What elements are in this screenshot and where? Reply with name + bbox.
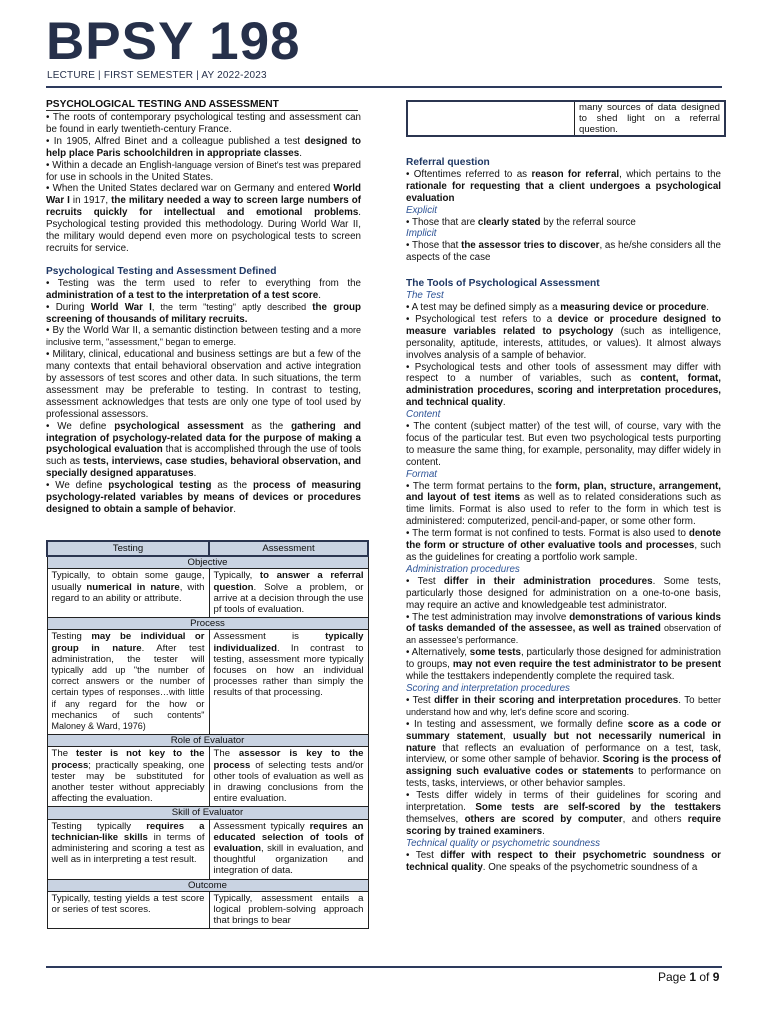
bold-text: score as a code or summary statement — [406, 718, 722, 742]
bullet — [46, 480, 361, 516]
cell-text: in terms of administering and scoring a test as well as in interpreting a test result. — [51, 831, 205, 866]
bold-text: World War I — [46, 183, 361, 207]
bold-text: Some tests are self-scored by the testtakers — [475, 802, 721, 814]
bullet — [46, 421, 361, 481]
bullet-text: to performance on tests, tasks, interviews, or other behavior samples. — [406, 766, 722, 790]
bullet-text: . To — [678, 694, 698, 706]
right-column — [406, 100, 721, 873]
bullet-text: When the United States declared war on Germany and entered — [52, 183, 334, 195]
cell-text: Assessment typically — [213, 820, 310, 832]
bullet-text: . — [233, 504, 236, 515]
bullet-text: language version of Binet's test was — [174, 159, 319, 170]
cell-text: regard for the how or mechanics — [51, 698, 205, 721]
bold-text: requires an educated selection of tools of evaluation — [213, 820, 364, 854]
bullet-text: . One speaks of the psychometric soundness of a — [482, 861, 698, 873]
bold-text: usually but not necessarily numerical in nature — [406, 730, 721, 754]
bold-text: Scoring is the process of assigning such evaluative codes or statements — [406, 754, 722, 778]
bullet-text: Those that — [412, 240, 462, 252]
bullet — [406, 314, 721, 362]
bullet-text: Within a decade an English- — [52, 159, 175, 171]
bullet-text: We define — [57, 420, 115, 432]
bullet — [406, 850, 721, 874]
table-cell-empty — [408, 102, 575, 135]
cell-text: Testing typically — [51, 820, 147, 832]
bold-text: rationale for requesting that a client undergoes a psychological evaluation — [406, 180, 721, 204]
bullet-text: (such as intelligence, personality, aptitude, interests, attitudes, or values). It almost always involves analysis of a sample of behavior. — [406, 325, 721, 361]
bold-text: differ in their administration procedures — [443, 575, 653, 587]
bold-text: World War I — [90, 301, 152, 313]
course-title: BPSY 198 — [46, 12, 301, 71]
table-header-row — [47, 541, 368, 556]
bullet-text: by the referral source — [540, 216, 636, 228]
bullet-text: prepared for use in schools in the United States. — [46, 159, 361, 183]
bullet-text: , the term "testing" aptly described — [151, 301, 313, 312]
bullet-text: , such as the guidelines for creating a portfolio work sample. — [406, 540, 722, 563]
bullet-text: Oftentimes referred to as — [413, 168, 532, 180]
bullet-text: During — [55, 301, 91, 313]
bullet — [46, 325, 361, 349]
page-current: 1 — [689, 970, 697, 984]
bullet — [46, 112, 361, 136]
cell-text: of selecting tests and/or other tools of evaluation as well as in drawing conclusions from the entire evaluation. — [213, 759, 364, 805]
bold-text: some tests — [469, 647, 521, 659]
table-row — [47, 747, 368, 807]
footer-divider — [46, 966, 722, 968]
bold-text: content, format, administration procedures, scoring and interpretation procedures, and technical quality — [406, 373, 721, 409]
table-section-row — [47, 618, 368, 630]
bold-text: tests, interviews, case studies, behavioral observation, and specially designed apparatuses — [46, 456, 361, 480]
bullet-text: that is accomplished through the use of tools such as — [46, 444, 361, 468]
bullet-text: , as he/she considers all the aspects of the case — [406, 240, 721, 264]
bullet-text: A test may be defined simply as a — [411, 301, 561, 313]
section-label-skill: Skill of Evaluator — [47, 807, 368, 819]
bullet-text: , which pertains to the — [619, 168, 721, 180]
table-section-row — [47, 879, 368, 891]
bullet-text: as well as to related considerations such as time limits. Format is also used to refer to the form in which test is administered: computerized, pencil-and-paper, or some other form. — [406, 492, 721, 528]
bullet-text: Psychological tests and other tools of assessment may differ with respect to a number of variables, such as — [406, 361, 721, 385]
bullet-text: In testing and assessment, we formally define — [413, 718, 628, 730]
course-subtitle: LECTURE | FIRST SEMESTER | AY 2022-2023 — [47, 70, 267, 81]
bullet-text: Those that are — [411, 216, 478, 228]
bullet-text: as the — [211, 480, 253, 492]
page-label: Page — [658, 970, 690, 984]
bold-text: designed to help place Paris schoolchildren in appropriate classes — [46, 135, 361, 159]
bold-text: clearly stated — [477, 216, 541, 228]
bold-text: reason for referral — [531, 168, 620, 180]
bullet-text: while the testtakers independently complete the required task. — [406, 671, 675, 683]
table-cell: many sources of data designed to shed light on a referral question. — [579, 102, 720, 136]
bullet-text: . Psychological testing provided this methodology. During World War II, the military would depend even more on psychological tests to screen recruits for service. — [46, 207, 361, 254]
page-total: 9 — [712, 970, 720, 984]
section-heading: Referral question — [406, 157, 490, 168]
bullet-text: . — [706, 301, 709, 313]
column-header-assessment: Assessment — [209, 541, 368, 556]
bold-text: process of measuring psychology-related variables by means of devices or procedures designed to obtain a sample of behavior — [46, 480, 362, 515]
bullet-text: . — [542, 825, 545, 837]
table-section-row — [47, 807, 368, 819]
bullet-text: The test administration may involve — [412, 611, 570, 623]
bold-text: numerical in nature — [86, 581, 180, 593]
bullet-text: , and others — [622, 813, 688, 825]
bold-text: may not even require the test administrator to be present — [452, 659, 721, 671]
cell-text: Assessment is — [213, 631, 326, 643]
bullet — [406, 719, 721, 790]
bullet-text: Alternatively, — [411, 647, 470, 659]
cell-text: Typically, — [213, 570, 260, 582]
table-row — [47, 569, 368, 618]
cell-text: , with regard to an ability or attribute. — [51, 581, 205, 604]
table-cell — [47, 747, 209, 807]
table-cell — [209, 630, 368, 735]
bold-text: typically individualized — [213, 631, 364, 654]
table-cell — [209, 819, 368, 879]
bold-text: others are scored by computer — [464, 813, 623, 825]
comparison-table — [46, 540, 369, 930]
bold-text: differ with respect to their psychometric soundness or technical quality — [406, 849, 721, 873]
table-row — [47, 630, 368, 735]
bold-text: differ in their scoring and interpretation procedures — [434, 694, 679, 706]
bullet-text: more inclusive term, "assessment," began to emerge. — [46, 325, 362, 348]
bullet — [46, 183, 361, 254]
bold-text: demonstrations of various kinds of tasks demanded of the assessee, as well as trained — [406, 611, 721, 635]
bullet — [46, 349, 361, 420]
bullet-text: , particularly those designed for administration to groups, — [406, 647, 721, 671]
bullet — [406, 421, 721, 469]
bullet-text: The content (subject matter) of the test will, of course, vary with the focus of the particular test. But even two psychological tests purporting to measure the same thing, for example, personality, may differ widely in content. — [406, 421, 722, 468]
subheading: Scoring and interpretation procedures — [406, 682, 570, 694]
bullet — [46, 278, 361, 302]
bullet-text: better understand how and why, let's define score and scoring. — [406, 694, 721, 717]
cell-text: Testing — [51, 631, 92, 643]
subheading: Technical quality or psychometric soundness — [406, 837, 601, 849]
cell-text: , skill in evaluation, and thoughtful organization and integration of data. — [213, 842, 364, 877]
bullet — [406, 612, 721, 648]
bullet — [406, 217, 721, 229]
subheading: Content — [406, 409, 441, 421]
bold-text: requires a technician-like skills — [51, 820, 205, 843]
table-cell — [47, 569, 209, 618]
cell-text: typically add up "the number of correct answers or the number of certain types of responses…with little if any — [51, 664, 205, 709]
subheading: Format — [406, 468, 438, 480]
bullet-text: , — [502, 730, 513, 742]
bold-text: denote the form or structure of other evaluative tools and processes — [406, 528, 721, 552]
table-cell — [47, 819, 209, 879]
subheading: Explicit — [406, 204, 438, 216]
bullet-text: that reflects an evaluation of performance on a test, task, interview, or some other sample of behavior. — [406, 742, 721, 766]
bullet — [406, 695, 721, 719]
bullet — [406, 647, 721, 683]
table-row — [47, 891, 368, 929]
bullet-text: Test — [415, 849, 441, 861]
header-divider — [46, 86, 722, 88]
table-cell — [209, 569, 368, 618]
page-of: of — [696, 970, 713, 984]
bullet — [406, 790, 721, 838]
bullet-text: The term format is not confined to tests. Format is also used to — [412, 528, 689, 540]
table-section-row — [47, 556, 368, 569]
cell-text: Typically, to obtain some gauge, usually — [51, 570, 205, 593]
bullet-text: We define — [55, 480, 109, 492]
bullet-text: . — [193, 468, 197, 480]
bullet-text: . Some tests, particularly those designed for administration on a one-to-one basis, may require an active and knowledgeable test administrator. — [406, 575, 721, 611]
bullet — [406, 576, 721, 612]
table-row — [47, 819, 368, 879]
cell-text: . Solve a problem, or arrive at a decision through the use pf tools of evaluation. — [213, 581, 364, 615]
cell-text: The — [51, 748, 77, 760]
bold-text: assessor is key to the process — [213, 748, 364, 771]
bullet — [406, 481, 721, 529]
subheading: The Test — [406, 290, 444, 302]
bullet-text: . — [318, 289, 321, 301]
bullet-text: In 1905, Alfred Binet and a colleague published a test — [53, 135, 305, 147]
bullet-text: in 1917, — [69, 195, 112, 207]
page-number — [658, 970, 719, 984]
bold-text: psychological assessment — [114, 420, 244, 432]
section-heading: Psychological Testing and Assessment Defined — [46, 265, 277, 277]
bold-text: the assessor tries to discover — [461, 240, 600, 252]
bold-text: may be individual or group in nature — [51, 631, 205, 654]
bullet-text: observation of an assessee's performance. — [406, 623, 721, 646]
bullet-text: . — [299, 147, 302, 159]
bullet — [406, 169, 721, 205]
bullet-text: Testing was the term used to refer to everything from the — [57, 277, 361, 289]
bullet-text: themselves, — [406, 813, 465, 825]
bullet — [406, 362, 721, 410]
section-heading: PSYCHOLOGICAL TESTING AND ASSESSMENT — [46, 99, 358, 111]
table-section-row — [47, 735, 368, 747]
bold-text: the military needed a way to screen large numbers of recruits quickly for intellectual and emotional problems — [46, 195, 361, 219]
cell-text: The — [213, 748, 239, 760]
bullet-text: . — [502, 397, 506, 409]
bullet-text: Test — [412, 694, 435, 706]
left-column — [46, 99, 364, 929]
bold-text: psychological testing — [108, 480, 212, 492]
table-cell: Typically, testing yields a test score or series of test scores. — [47, 891, 209, 929]
cell-text: ; practically speaking, one tester may be substituted for another tester without appreciably affecting the evaluation. — [51, 759, 205, 805]
section-label-role: Role of Evaluator — [47, 735, 368, 747]
column-header-testing: Testing — [47, 541, 209, 556]
bullet — [46, 136, 361, 160]
section-label-process: Process — [47, 618, 368, 630]
table-cell — [209, 747, 368, 807]
subheading: Administration procedures — [406, 563, 520, 575]
bold-text: measuring device or procedure — [560, 301, 707, 313]
bullet-text: Tests differ widely in terms of their guidelines for scoring and interpretation. — [406, 790, 721, 814]
bold-text: form, plan, structure, arrangement, and layout of test items — [406, 480, 721, 504]
bold-text: to answer a referral question — [213, 570, 364, 593]
table-cell — [47, 630, 209, 735]
section-label-outcome: Outcome — [47, 879, 368, 891]
bold-text: device or procedure designed to measure variables related to psychology — [406, 313, 721, 337]
bold-text: require scoring by trained examiners — [406, 813, 722, 837]
cell-text: . After test administration, the tester will — [51, 642, 205, 665]
bullet — [46, 160, 361, 184]
bold-text: the group screening of thousands of military recruits. — [46, 301, 361, 325]
bullet — [406, 302, 721, 314]
bullet — [406, 528, 721, 564]
section-heading: The Tools of Psychological Assessment — [406, 278, 600, 290]
bold-text: gathering and integration of psychology-related data for the purpose of making a psychological evaluation — [46, 420, 362, 456]
bullet-text: By the World War II, a semantic distinction between testing and a — [52, 325, 341, 337]
table-continuation — [406, 100, 726, 137]
bullet-text: Psychological test refers to a — [415, 313, 558, 325]
bullet — [406, 240, 721, 264]
bullet-text: The term format pertains to the — [412, 480, 556, 492]
bold-text: administration of a test to the interpretation of a test score — [46, 289, 319, 301]
cell-text: of such contents" Maloney & Ward, 1976) — [51, 709, 205, 731]
section-label-objective: Objective — [47, 556, 368, 569]
table-cell: Typically, assessment entails a logical problem-solving approach that brings to bear — [209, 891, 368, 929]
bullet-text: as the — [243, 420, 292, 432]
bold-text: tester is not key to the process — [51, 748, 205, 771]
subheading: Implicit — [406, 228, 437, 240]
bullet — [46, 302, 361, 326]
bullet-text: Test — [417, 575, 444, 587]
bullet-text: Military, clinical, educational and business settings are but a few of the many contexts that entail behavioral observation and active integration by assessors of test scores and other data. In such situations, the term assessment may be preferable to testing. In contrast to testing, assessment acknowledges that tests are only one type of tool used by professional assessors. — [46, 349, 362, 420]
bullet-text: The roots of contemporary psychological testing and assessment can be found in early twentieth-century France. — [46, 112, 361, 135]
cell-text: . In contrast to testing, assessment more typically focuses on how an individual processes rather than simply the results of that processing. — [213, 642, 364, 699]
